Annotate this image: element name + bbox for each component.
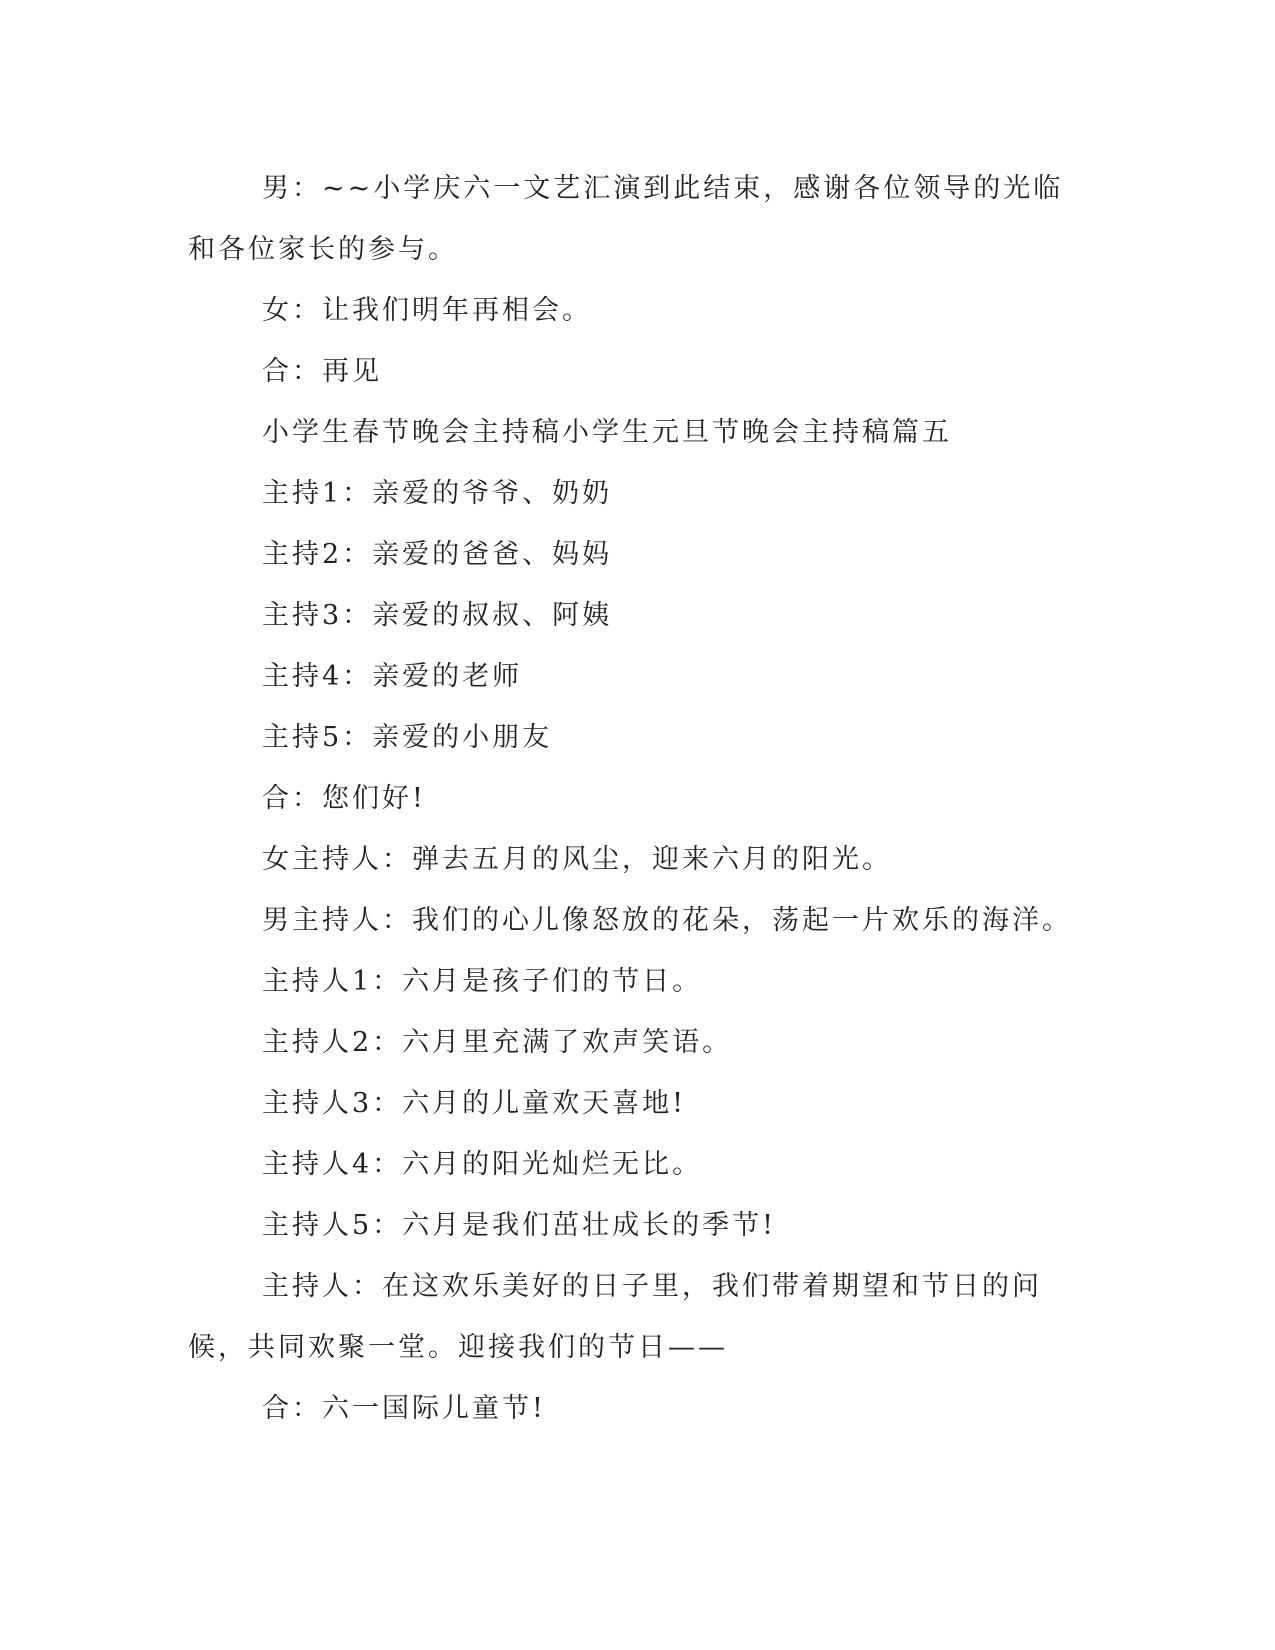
paragraph: 男：~~小学庆六一文艺汇演到此结束，感谢各位领导的光临和各位家长的参与。 — [188, 173, 1064, 265]
paragraph: 女：让我们明年再相会。 — [262, 295, 592, 326]
paragraph: 主持3：亲爱的叔叔、阿姨 — [262, 600, 613, 631]
paragraph: 主持4：亲爱的老师 — [262, 661, 523, 692]
paragraph: 合：您们好! — [262, 783, 426, 814]
paragraph: 主持人：在这欢乐美好的日子里，我们带着期望和节日的问候，共同欢聚一堂。迎接我们的节日—— — [188, 1271, 1042, 1363]
paragraph: 主持人4：六月的阳光灿烂无比。 — [262, 1149, 703, 1180]
document-body — [188, 158, 1078, 1439]
paragraph: 合：再见 — [262, 356, 382, 387]
paragraph: 女主持人：弹去五月的风尘，迎来六月的阳光。 — [262, 844, 892, 875]
paragraph: 主持人1：六月是孩子们的节日。 — [262, 966, 703, 997]
paragraph: 男主持人：我们的心儿像怒放的花朵，荡起一片欢乐的海洋。 — [262, 905, 1072, 936]
paragraph: 主持人2：六月里充满了欢声笑语。 — [262, 1027, 733, 1058]
paragraph: 合：六一国际儿童节! — [262, 1393, 546, 1424]
section-heading: 小学生春节晚会主持稿小学生元旦节晚会主持稿篇五 — [262, 417, 952, 448]
paragraph: 主持2：亲爱的爸爸、妈妈 — [262, 539, 613, 570]
paragraph: 主持5：亲爱的小朋友 — [262, 722, 553, 753]
paragraph: 主持人5：六月是我们茁壮成长的季节! — [262, 1210, 777, 1241]
paragraph: 主持1：亲爱的爷爷、奶奶 — [262, 478, 613, 509]
paragraph: 主持人3：六月的儿童欢天喜地! — [262, 1088, 687, 1119]
